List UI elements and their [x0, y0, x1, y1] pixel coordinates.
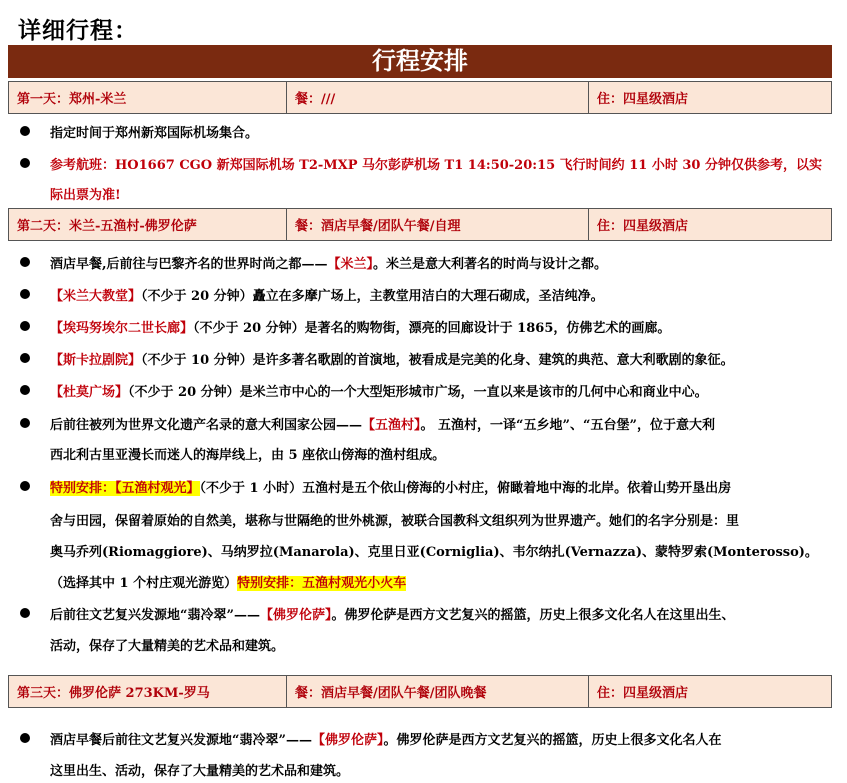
day3-meals: 餐：酒店早餐/团队午餐/团队晚餐: [287, 676, 589, 707]
day1-item-2: 参考航班：HO1667 CGO 新郑国际机场 T2-MXP 马尔彭萨机场 T1 14:50-20:15 飞行时间约 11 小时 30 分钟仅供参考，以实: [50, 158, 822, 173]
day1-route: 第一天：郑州-米兰: [9, 82, 287, 113]
day3-route: 第三天：佛罗伦萨 273KM-罗马: [9, 676, 287, 707]
day3-item-1-cont: 这里出生、活动，保存了大量精美的艺术品和建筑。: [50, 764, 350, 779]
day2-item-7-cont1: 舍与田园，保留着原始的自然美，堪称与世隔绝的世外桃源，被联合国教科文组织列为世界遗产。她们的名字分别是：里: [50, 514, 740, 529]
day2-item-8-cont: 活动，保存了大量精美的艺术品和建筑。: [50, 639, 285, 654]
bullet-icon: [20, 733, 30, 743]
bullet-icon: [20, 481, 30, 491]
day3-header-row: [8, 675, 832, 708]
bullet-icon: [20, 257, 30, 267]
day3-item-1: 酒店早餐后前往文艺复兴发源地“翡冷翠”——【佛罗伦萨】。佛罗伦萨是西方文艺复兴的摇篮，历史上很多文化名人在: [50, 733, 722, 748]
day3-hotel: 住：四星级酒店: [597, 686, 689, 701]
day2-item-8: 后前往文艺复兴发源地“翡冷翠”——【佛罗伦萨】。佛罗伦萨是西方文艺复兴的摇篮，历史上很多文化名人在这里出生、: [50, 608, 735, 623]
day2-item-1: 酒店早餐,后前往与巴黎齐名的世界时尚之都——【米兰】。米兰是意大利著名的时尚与设计之都。: [50, 257, 608, 272]
bullet-icon: [20, 418, 30, 428]
day2-hotel: 住：四星级酒店: [597, 219, 689, 234]
bullet-icon: [20, 126, 30, 136]
day2-item-6-cont: 西北利古里亚漫长而迷人的海岸线上，由 5 座依山傍海的渔村组成。: [50, 448, 446, 463]
day2-item-7-cont3: （选择其中 1 个村庄观光游览）特别安排：五渔村观光小火车: [50, 576, 407, 591]
bullet-icon: [20, 385, 30, 395]
bullet-icon: [20, 321, 30, 331]
day2-item-3: 【埃玛努埃尔二世长廊】（不少于 20 分钟）是著名的购物街，漂亮的回廊设计于 1865，仿佛艺术的画廊。: [50, 321, 671, 336]
day2-item-6: 后前往被列为世界文化遗产名录的意大利国家公园——【五渔村】。 五渔村，一译“五乡地”、“五台堡”，位于意大利: [50, 418, 715, 433]
day1-hotel: 住：四星级酒店: [597, 92, 689, 107]
day1-item-1: 指定时间于郑州新郑国际机场集合。: [50, 126, 259, 141]
day2-header-row: [8, 208, 832, 241]
bullet-icon: [20, 353, 30, 363]
day2-route: 第二天：米兰-五渔村-佛罗伦萨: [9, 209, 287, 240]
bullet-icon: [20, 158, 30, 168]
itinerary-banner: 行程安排: [8, 45, 832, 78]
page-title: 详细行程：: [18, 18, 138, 44]
day1-item-2-cont: 际出票为准!: [50, 188, 121, 203]
day1-header-row: [8, 81, 832, 114]
day2-item-4: 【斯卡拉剧院】（不少于 10 分钟）是许多著名歌剧的首演地，被看成是完美的化身、建筑的典范、意大利歌剧的象征。: [50, 353, 734, 368]
bullet-icon: [20, 608, 30, 618]
bullet-icon: [20, 289, 30, 299]
day2-item-7: 特别安排：【五渔村观光】（不少于 1 小时）五渔村是五个依山傍海的小村庄，俯瞰着地中海的北岸。依着山势开垦出房: [50, 481, 732, 496]
day1-meals: 餐：///: [287, 82, 589, 113]
day2-item-5: 【杜莫广场】（不少于 20 分钟）是米兰市中心的一个大型矩形城市广场，一直以来是该市的几何中心和商业中心。: [50, 385, 708, 400]
day2-item-7-cont2: 奥马乔列(Riomaggiore)、马纳罗拉(Manarola)、克里日亚(Corniglia)、韦尔纳扎(Vernazza)、蒙特罗索(Monterosso)。: [50, 545, 818, 560]
day2-item-2: 【米兰大教堂】（不少于 20 分钟）矗立在多摩广场上，主教堂用洁白的大理石砌成，圣洁纯净。: [50, 289, 604, 304]
day2-meals: 餐：酒店早餐/团队午餐/自理: [287, 209, 589, 240]
